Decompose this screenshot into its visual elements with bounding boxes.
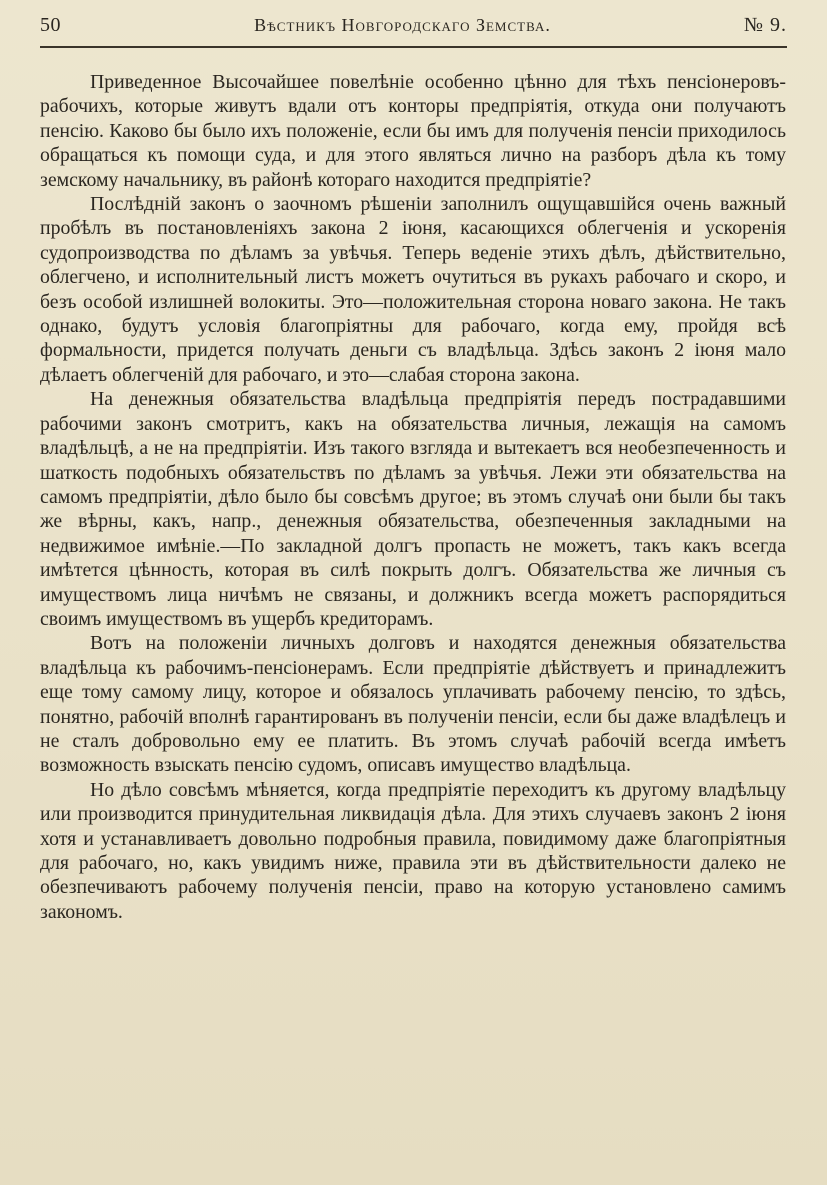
- paragraph: На денежныя обязательства владѣльца предпріятія передъ пострадавшими рабочими законъ смотритъ, какъ на обязательства личныя, лежащія на самомъ владѣльцѣ, а не на предпріятіи. Изъ такого взгляда и вытекаетъ вся необезпеченность и шаткость подобныхъ обязательствъ по дѣламъ за увѣчья. Лежи эти обязательства на самомъ предпріятіи, дѣло было бы совсѣмъ другое; въ этомъ случаѣ они были бы такъ же вѣрны, какъ, напр., денежныя обязательства, обезпеченныя закладными на недвижимое имѣніе.—По закладной долгъ пропасть не можетъ, такъ какъ всегда имѣтется цѣнность, которая въ силѣ покрыть долгъ. Обязательства же личныя съ имуществомъ лица ничѣмъ не связаны, и должникъ всегда можетъ распорядиться своимъ имуществомъ въ ущербъ кредиторамъ.: [40, 388, 786, 630]
- issue-number: № 9.: [743, 14, 787, 36]
- page-number: 50: [40, 14, 61, 36]
- running-header: [40, 14, 787, 44]
- header-rule: [40, 46, 787, 48]
- paragraph: Приведенное Высочайшее повелѣніе особенно цѣнно для тѣхъ пенсіонеровъ-рабочихъ, которые живутъ вдали отъ конторы предпріятія, откуда они получаютъ пенсію. Каково бы было ихъ положеніе, если бы имъ для полученія пенсіи приходилось обращаться къ помощи суда, и для этого являться лично на разборъ дѣла къ тому земскому начальнику, въ районѣ котораго находится предпріятіе?: [40, 71, 786, 191]
- paragraph: Вотъ на положеніи личныхъ долговъ и находятся денежныя обязательства владѣльца къ рабочимъ-пенсіонерамъ. Если предпріятіе дѣйствуетъ и принадлежитъ еще тому самому лицу, которое и обязалось уплачивать рабочему пенсію, то здѣсь, понятно, рабочій вполнѣ гарантированъ въ полученіи пенсіи, если бы даже владѣлецъ и не сталъ добровольно ему ее платить. Въ этомъ случаѣ рабочій всегда имѣетъ возможность взыскать пенсію судомъ, описавъ имущество владѣльца.: [40, 632, 786, 777]
- article-body: [40, 70, 786, 924]
- paragraph: Но дѣло совсѣмъ мѣняется, когда предпріятіе переходитъ къ другому владѣльцу или производится принудительная ликвидація дѣла. Для этихъ случаевъ законъ 2 іюня хотя и устанавливаетъ довольно подробныя правила, повидимому даже благопріятныя для рабочаго, но, какъ увидимъ ниже, правила эти въ дѣйствительности далеко не обезпечиваютъ рабочему полученія пенсіи, право на которую установлено самимъ закономъ.: [40, 778, 786, 923]
- paragraph: Послѣдній законъ о заочномъ рѣшеніи заполнилъ ощущавшійся очень важный пробѣлъ въ постановленіяхъ закона 2 іюня, касающихся облегченія и ускоренія судопроизводства по дѣламъ за увѣчья. Теперь веденіе этихъ дѣлъ, дѣйствительно, облегчено, и исполнительный листъ можетъ очутиться въ рукахъ рабочаго и скоро, и безъ особой излишней волокиты. Это—положительная сторона новаго закона. Не такъ однако, будутъ условія благопріятны для рабочаго, когда ему, пройдя всѣ формальности, придется получать деньги съ владѣльца. Здѣсь законъ 2 іюня мало дѣлаетъ облегченій для рабочаго, и это—слабая сторона закона.: [40, 193, 786, 386]
- journal-title: Вѣстникъ Новгородскаго Земства.: [254, 15, 551, 35]
